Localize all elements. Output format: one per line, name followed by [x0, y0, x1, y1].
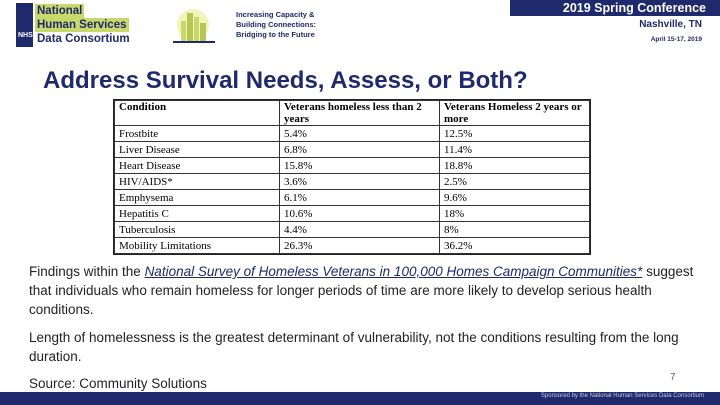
conference-dates: April 15-17, 2019: [650, 36, 702, 43]
determinant-paragraph: Length of homelessness is the greatest determinant of vulnerability, not the conditions resulting from the long duration.: [29, 330, 679, 364]
table-cell: 5.4%: [280, 126, 440, 142]
page-number: 7: [670, 372, 676, 383]
table-cell: 9.6%: [440, 190, 590, 206]
header-condition: Condition: [115, 101, 280, 126]
tagline-line-1: Increasing Capacity &: [236, 10, 315, 19]
table-cell: 11.4%: [440, 142, 590, 158]
table-cell: HIV/AIDS*: [115, 174, 280, 190]
header-less-than-2-years: Veterans homeless less than 2 years: [280, 101, 440, 126]
tagline-line-2: Building Connections:: [236, 20, 316, 29]
source-line: Source: Community Solutions: [29, 376, 207, 391]
table-row: [115, 190, 590, 206]
logo-mark: [16, 3, 43, 47]
table-cell: Liver Disease: [115, 142, 280, 158]
table-row: [115, 126, 590, 142]
slide-header: [0, 0, 720, 50]
findings-suffix: suggest that individuals who remain homeless for longer periods of time are more likely to develop serious health conditions.: [29, 264, 694, 317]
table-cell: 10.6%: [280, 206, 440, 222]
table-cell: 26.3%: [280, 238, 440, 254]
table-cell: 3.6%: [280, 174, 440, 190]
logo-mark-text: NHSDC: [18, 32, 43, 39]
table-cell: 18%: [440, 206, 590, 222]
conference-title: 2019 Spring Conference: [562, 1, 706, 15]
table-cell: Tuberculosis: [115, 222, 280, 238]
table-cell: 6.1%: [280, 190, 440, 206]
table-row: [115, 222, 590, 238]
findings-prefix: Findings within the: [29, 264, 145, 279]
conference-city: Nashville, TN: [639, 19, 702, 30]
table-row: [115, 238, 590, 254]
table-cell: Frostbite: [115, 126, 280, 142]
table-cell: 2.5%: [440, 174, 590, 190]
survey-link[interactable]: National Survey of Homeless Veterans in 100,000 Homes Campaign Communities*: [144, 264, 643, 279]
table-cell: 12.5%: [440, 126, 590, 142]
conditions-table-grid: [114, 100, 590, 254]
logo-line-3: Data Consortium: [37, 33, 130, 45]
table-cell: 4.4%: [280, 222, 440, 238]
table-cell: 18.8%: [440, 158, 590, 174]
tagline-line-3: Bridging to the Future: [236, 30, 315, 39]
table-row: [115, 142, 590, 158]
table-cell: 8%: [440, 222, 590, 238]
conditions-table: [113, 99, 591, 255]
table-row: [115, 206, 590, 222]
findings-paragraph: [29, 262, 699, 319]
table-header-row: [115, 101, 590, 126]
conference-tagline: [236, 10, 316, 40]
table-cell: 36.2%: [440, 238, 590, 254]
table-row: [115, 174, 590, 190]
table-cell: Heart Disease: [115, 158, 280, 174]
table-cell: 15.8%: [280, 158, 440, 174]
footer-bar: [0, 392, 720, 405]
table-cell: Hepatitis C: [115, 206, 280, 222]
table-cell: Emphysema: [115, 190, 280, 206]
nashville-skyline-icon: [163, 3, 223, 47]
logo-line-2: Human Services: [37, 19, 127, 31]
conference-banner: [510, 0, 720, 50]
header-2-years-or-more: Veterans Homeless 2 years or more: [440, 101, 590, 126]
table-row: [115, 158, 590, 174]
table-cell: 6.8%: [280, 142, 440, 158]
table-cell: Mobility Limitations: [115, 238, 280, 254]
logo-line-1: National: [37, 5, 83, 17]
nhsdc-logo: [16, 3, 156, 47]
footer-sponsor-text: Sponsored by the National Human Services Data Consortium: [540, 393, 704, 399]
slide-title: Address Survival Needs, Assess, or Both?: [43, 67, 528, 94]
